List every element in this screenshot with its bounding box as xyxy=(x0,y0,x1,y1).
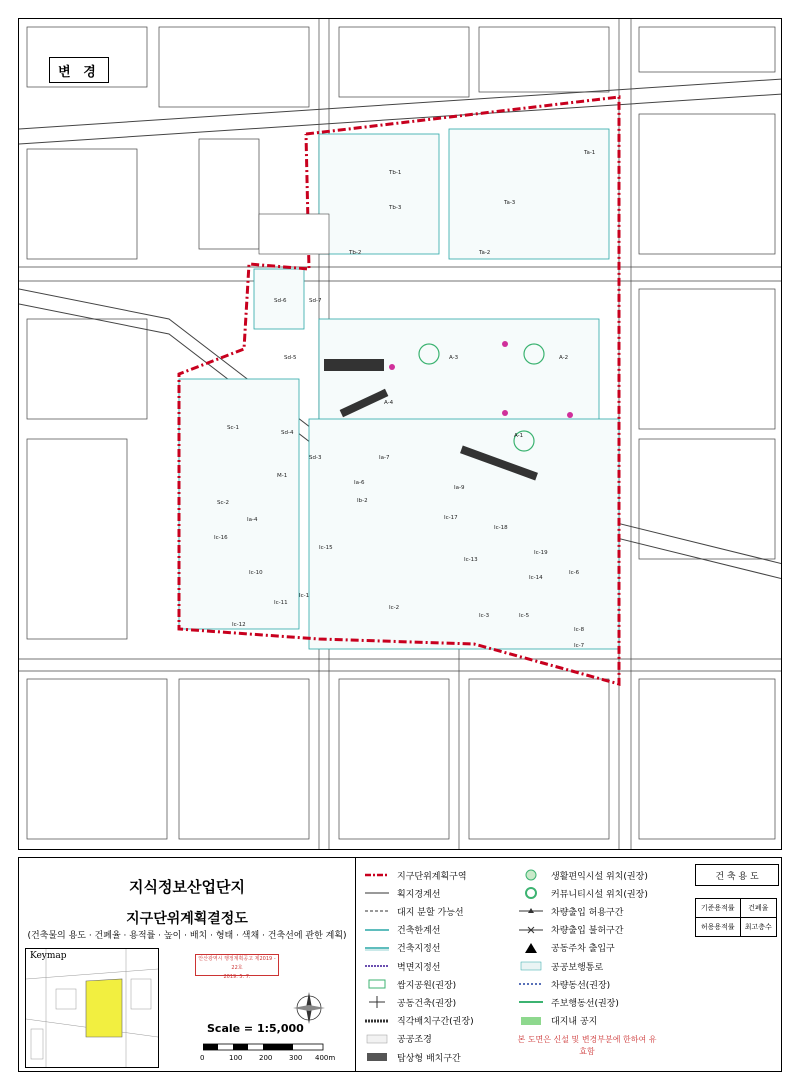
legend-panel xyxy=(18,857,782,1072)
legend-symbol-icon xyxy=(517,1014,545,1028)
block-label: Ic-10 xyxy=(249,570,263,576)
legend-item xyxy=(363,993,456,1011)
legend-item xyxy=(517,993,619,1011)
block-label: Ic-3 xyxy=(479,613,490,619)
scale-label: Scale = 1:5,000 xyxy=(207,1022,304,1035)
map-frame[interactable] xyxy=(18,18,782,850)
legend-symbol-icon xyxy=(363,868,391,882)
legend-symbol-icon xyxy=(363,995,391,1009)
block-label: Sd-7 xyxy=(309,298,322,304)
legend-symbol-icon xyxy=(363,1050,391,1064)
legend-symbol-icon xyxy=(363,1014,391,1028)
legend-item xyxy=(363,957,440,975)
legend-label: 획지경계선 xyxy=(397,889,441,900)
block-label: A-2 xyxy=(559,355,569,361)
legend-label: 차량동선(권장) xyxy=(551,980,611,991)
block-label: M-1 xyxy=(277,473,288,479)
block-label: Ta-1 xyxy=(584,150,596,156)
legend-item xyxy=(363,975,456,993)
legend-item xyxy=(517,957,603,975)
legend-symbol-icon xyxy=(517,995,545,1009)
legend-label: 대지내 공지 xyxy=(551,1017,598,1028)
block-label: Sd-4 xyxy=(281,430,294,436)
legend-item xyxy=(363,1030,432,1048)
block-label: Sc-1 xyxy=(227,425,239,431)
legend-label: 공동주차 출입구 xyxy=(551,944,615,955)
legend-symbol-icon xyxy=(517,941,545,955)
block-label: Ic-18 xyxy=(494,525,508,531)
legend-item xyxy=(363,1048,461,1066)
block-label: Ic-15 xyxy=(319,545,333,551)
legend-symbol-icon xyxy=(363,904,391,918)
block-label: Tb-2 xyxy=(349,250,362,256)
legend-symbol-icon xyxy=(517,868,545,882)
keymap-label: Keymap xyxy=(30,951,67,961)
legend-label: 건축지정선 xyxy=(397,944,441,955)
block-label: Sc-2 xyxy=(217,500,229,506)
block-label: Ic-12 xyxy=(232,622,246,628)
block-label: Ia-9 xyxy=(454,485,465,491)
legend-label: 차량출입 허용구간 xyxy=(551,907,624,918)
legend-label: 주보행동선(권장) xyxy=(551,998,619,1009)
legend-symbol-icon xyxy=(517,923,545,937)
legend-item xyxy=(517,902,623,920)
block-label: Ta-3 xyxy=(504,200,516,206)
legend-symbol-icon xyxy=(363,923,391,937)
legend-symbol-icon xyxy=(363,1032,391,1046)
legend-label: 대지 분할 가능선 xyxy=(397,907,464,918)
block-label: Ic-14 xyxy=(529,575,543,581)
legend-item xyxy=(363,866,467,884)
legend-item xyxy=(517,1012,597,1030)
building-use-table: 기준용적률 건폐율 허용용적률 최고층수 xyxy=(695,898,777,937)
legend-label: 벽면지정선 xyxy=(397,962,441,973)
block-label: Sd-5 xyxy=(284,355,297,361)
legend-label: 차량출입 불허구간 xyxy=(551,926,624,937)
block-label: Ic-11 xyxy=(274,600,288,606)
block-label: Tb-3 xyxy=(389,205,402,211)
block-label: Ia-7 xyxy=(379,455,390,461)
change-badge: 변 경 xyxy=(49,57,109,83)
legend-item xyxy=(517,975,610,993)
block-label: Ta-2 xyxy=(479,250,491,256)
map-canvas xyxy=(19,19,782,850)
block-label: Ic-17 xyxy=(444,515,458,521)
legend-item xyxy=(517,866,648,884)
block-label: Ic-19 xyxy=(534,550,548,556)
legend-item xyxy=(517,884,648,902)
legend-label: 공동건축(권장) xyxy=(397,998,457,1009)
legend-item xyxy=(517,939,615,957)
legend-symbol-icon xyxy=(363,886,391,900)
block-label: Sd-6 xyxy=(274,298,287,304)
legend-item xyxy=(363,884,440,902)
block-label: Ib-2 xyxy=(357,498,368,504)
legend-label: 쌈지공원(권장) xyxy=(397,980,457,991)
validity-note: 본 도면은 신설 및 변경부분에 한하여 유효함 xyxy=(517,1035,657,1056)
keymap-drawing xyxy=(26,949,158,1067)
block-label: Ic-6 xyxy=(569,570,580,576)
block-label: Tb-1 xyxy=(389,170,402,176)
block-label: Ic-16 xyxy=(214,535,228,541)
legend-symbol-icon xyxy=(363,977,391,991)
title-desc: (건축물의 용도 · 건폐율 · 용적률 · 높이 · 배치 · 형태 · 색채 · 건축선에 관한 계획) xyxy=(27,931,347,941)
block-label: Ia-6 xyxy=(354,480,365,486)
approval-stamp: 안산광역시 행정계획공고 제2019 - 22호 2019. 5. 7. xyxy=(195,954,279,976)
legend-item xyxy=(517,921,623,939)
legend-label: 지구단위계획구역 xyxy=(397,871,467,882)
block-label: Ic-1 xyxy=(299,593,310,599)
legend-item xyxy=(363,1012,474,1030)
legend-item xyxy=(363,939,440,957)
title-box: 지식정보산업단지 지구단위계획결정도 (건축물의 용도 · 건폐율 · 용적률 · 높이 · 배치 · 형태 · 색채 · 건축선에 관한 계획) Keymap 안산광역시 행정계획공고 제2019 - 22호 2019. 5. 7. Scale = 1:5,000 0 100 200 300 400m xyxy=(19,858,356,1071)
legend-symbol-icon xyxy=(363,959,391,973)
block-label: A-1 xyxy=(514,433,524,439)
legend-label: 건축한계선 xyxy=(397,926,441,937)
block-label: Ic-5 xyxy=(519,613,530,619)
legend-label: 직각배치구간(권장) xyxy=(397,1017,474,1028)
title-main: 지식정보산업단지 xyxy=(129,878,245,896)
legend-item xyxy=(363,921,440,939)
legend-symbol-icon xyxy=(517,959,545,973)
title-sub: 지구단위계획결정도 xyxy=(126,911,248,927)
legend-symbol-icon xyxy=(517,886,545,900)
block-label: Ic-2 xyxy=(389,605,400,611)
legend-symbol-icon xyxy=(363,941,391,955)
block-label: Ic-7 xyxy=(574,643,585,649)
block-label: A-4 xyxy=(384,400,394,406)
legend-label: 공공조경 xyxy=(397,1035,432,1046)
legend-label: 커뮤니티시설 위치(권장) xyxy=(551,889,648,900)
legend-label: 공공보행통로 xyxy=(551,962,604,973)
block-label: Ic-8 xyxy=(574,627,585,633)
legend-label: 탑상형 배치구간 xyxy=(397,1053,461,1064)
legend-item xyxy=(363,902,464,920)
legend-symbol-icon xyxy=(517,977,545,991)
block-label: Sd-3 xyxy=(309,455,322,461)
block-label: A-3 xyxy=(449,355,459,361)
scale-bar xyxy=(203,1042,327,1052)
keymap xyxy=(25,948,159,1068)
block-label: Ic-13 xyxy=(464,557,478,563)
block-label: Ia-4 xyxy=(247,517,258,523)
legend-label: 생활편익시설 위치(권장) xyxy=(551,871,648,882)
building-use-box: 건 축 용 도 xyxy=(695,864,779,886)
legend-symbol-icon xyxy=(517,904,545,918)
